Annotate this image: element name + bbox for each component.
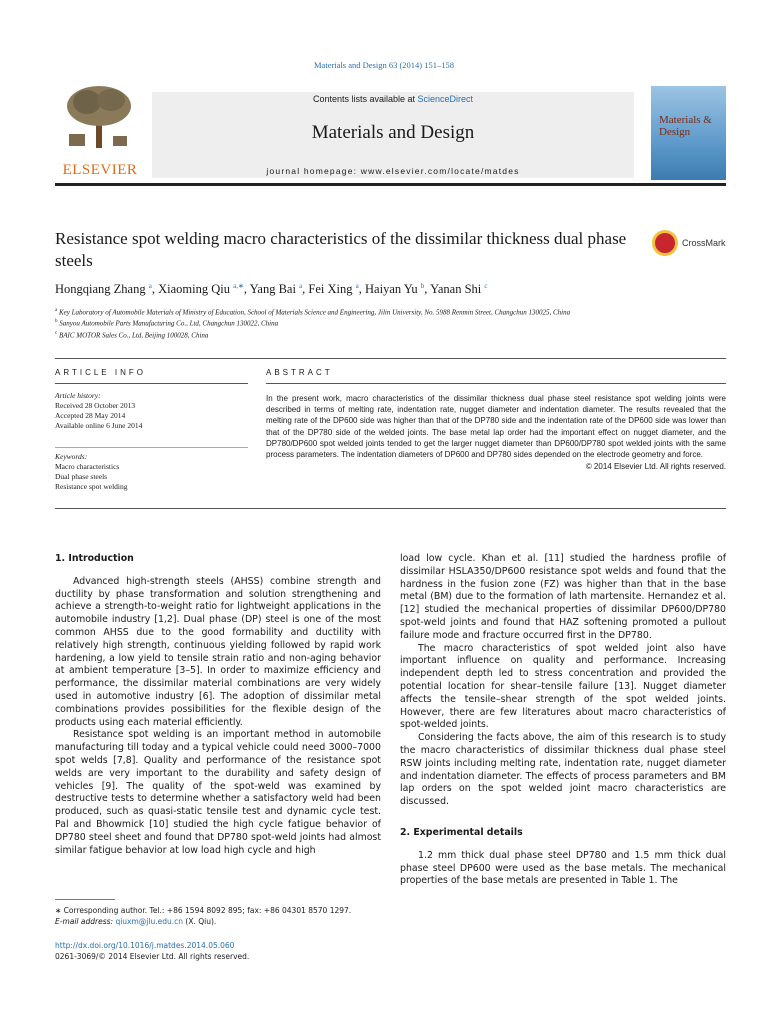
author[interactable]: Yanan Shi $^c$ (430, 282, 488, 297)
affiliation: $^a$ Key Laboratory of Automobile Materials of Ministry of Education, School of Materials Science and Engineering, Jilin University, No. 5988 Renmin Street, Changchun 130025, China (55, 308, 571, 317)
doi-block (55, 941, 249, 962)
info-rule-right (266, 383, 726, 384)
footnote (55, 906, 381, 927)
contents-lists-line (152, 94, 634, 104)
left-column (55, 553, 381, 857)
sciencedirect-link[interactable]: ScienceDirect (417, 94, 474, 104)
cover-title: Materials & Design (659, 114, 712, 138)
contents-prefix: Contents lists available at (312, 94, 418, 104)
journal-title: Materials and Design (311, 122, 475, 143)
email-suffix: (X. Qiu). (185, 916, 217, 926)
intro-paragraph: Advanced high-strength steels (AHSS) combine strength and ductility by phase transformation and solution strengthening and achieve a strength-to-weight ratio for lightweight applications in the automobile industry [1,2]. Dual phase (DP) steel is one of the most common AHSS due to the good formability and ductility with relatively high strength, continuous yielding followed by rapid work hardening, a low yield to tensile strain ratio and non-aging behavior at ambient temperature [3–5]. In order to maximize efficiency and performance, the dissimilar material combinations are very widely used in automotive industry [6]. The adoption of dissimilar metal combinations provides possibilities for the flexible design of the products using each material efficiently. (55, 575, 381, 728)
keywords (55, 452, 248, 492)
received-date: Received 28 October 2013 (55, 401, 136, 410)
email-label: E-mail address: (55, 916, 114, 926)
affiliation: $^c$ BAIC MOTOR Sales Co., Ltd, Beijing 100028, China (55, 330, 209, 339)
abstract-text: In the present work, macro characteristics of the dissimilar thickness dual phase steel resistance spot welding joints were described in terms of melting rate, indentation rate, nugget diameter and indentation diameter. The results revealed that the melting rate of the DP600 side was higher than that of the DP780 side and the indentation rate of the DP600 side was lower than that of the DP780 side of the welded joints. The base metal lap order had the important effect on nugget diameter, and the DP780/DP600 spot welded joints tended to get the larger nugget diameter than DP600/DP780 spot welded joints with the same process parameters. The indentation diameters of DP600 and DP780 sides depended on the electrode geometry and force. (266, 394, 726, 460)
info-rule-left (55, 383, 248, 384)
online-date: Available online 6 June 2014 (55, 421, 143, 430)
experimental-paragraph: 1.2 mm thick dual phase steel DP780 and 1.5 mm thick dual phase steel DP600 were used as the base metals. The mechanical properties of the base metals are presented in Table 1. The (400, 849, 726, 887)
article-title: Resistance spot welding macro characteristics of the dissimilar thickness dual phase steels (55, 229, 627, 270)
accepted-date: Accepted 28 May 2014 (55, 411, 126, 420)
journal-cover-image[interactable] (651, 86, 726, 180)
abstract-copyright: © 2014 Elsevier Ltd. All rights reserved. (585, 462, 726, 472)
affiliations (55, 306, 726, 340)
corresponding-author-note: ∗ Corresponding author. Tel.: +86 1594 8092 895; fax: +86 04301 8570 1297. (55, 906, 352, 915)
author[interactable]: Xiaoming Qiu $^{a,∗}$ (158, 282, 244, 297)
elsevier-wordmark: ELSEVIER (62, 162, 138, 178)
intro-paragraph: Considering the facts above, the aim of this research is to study the macro characteristics of dissimilar thickness dual phase steel RSW joints including melting rate, indentation rate, nugget diameter and indentation diameter. The effects of process parameters and BM lap orders on the spot welded joint macro characteristics are discussed. (400, 732, 726, 808)
intro-paragraph: Resistance spot welding is an important method in automobile manufacturing till today and a typical vehicle could need 3000–7000 spot welds [7,8]. Quality and performance of the resistance spot welds are very important to the durability and safety design of vehicles [9]. The quality of the spot-weld was examined by destructive tests to determine whether a satisfactory weld had been produced, such as quasi-static tensile test and dynamic cycle test. Pal and Bhowmick [10] studied the high cycle fatigue behavior of DP780 steel sheet and found that DP780 spot-weld joints had almost similar fatigue behavior at low load high cycle and high (55, 729, 381, 856)
journal-header (55, 82, 726, 180)
email-line (55, 917, 381, 928)
article-info-heading: ARTICLE INFO (55, 368, 146, 377)
author[interactable]: Yang Bai $^a$ (249, 282, 303, 297)
intro-paragraph: load low cycle. Khan et al. [11] studied the hardness profile of dissimilar HSLA350/DP600 resistance spot welds and found that the hardness in the fusion zone (FZ) was higher than that in the base metal (BM) due to the formation of lath martensite. Hernandez et al. [12] studied the mechanical properties of dissimilar DP600/DP780 spot-weld joints and found that HAZ softening promoted a pullout failure mode and fracture occurred first in the DP780. (400, 553, 726, 641)
crossmark-badge[interactable] (652, 230, 732, 258)
author[interactable]: Haiyan Yu $^b$ (365, 282, 425, 297)
author[interactable]: Fei Xing $^a$ (308, 282, 359, 297)
abstract-body (266, 393, 726, 472)
right-column (400, 553, 726, 888)
elsevier-logo[interactable] (55, 82, 145, 180)
keyword: Macro characteristics (55, 462, 120, 471)
journal-masthead (152, 92, 634, 178)
issn-line: 0261-3069/© 2014 Elsevier Ltd. All rights reserved. (55, 951, 250, 961)
experimental-heading: 2. Experimental details (400, 826, 523, 838)
author[interactable]: Hongqiang Zhang $^a$ (55, 282, 152, 297)
journal-citation[interactable]: Materials and Design 63 (2014) 151–158 (314, 60, 454, 70)
header-rule (55, 183, 726, 186)
article-history (55, 391, 248, 431)
email-link[interactable]: qiuxm@jlu.edu.cn (115, 916, 183, 926)
footnote-rule (55, 899, 115, 900)
elsevier-tree-icon (63, 84, 135, 150)
affiliation: $^b$ Sanyou Automobile Parts Manufacturing Co., Ltd, Changchun 130022, China (55, 319, 279, 328)
keyword: Resistance spot welding (55, 482, 128, 491)
journal-homepage[interactable]: journal homepage: www.elsevier.com/locate/matdes (266, 166, 520, 176)
abstract-heading: ABSTRACT (266, 368, 333, 377)
abstract-bottom-rule (55, 508, 726, 509)
author-list: Hongqiang Zhang $^a$, Xiaoming Qiu $^{a,∗}$, Yang Bai $^a$, Fei Xing $^a$, Haiyan Yu $^b$, Yanan Shi $^c$ (55, 282, 488, 297)
doi-link[interactable]: http://dx.doi.org/10.1016/j.matdes.2014.05.060 (55, 941, 235, 950)
info-top-rule (55, 358, 726, 359)
crossmark-icon (652, 230, 678, 256)
keyword: Dual phase steels (55, 472, 108, 481)
history-label: Article history: (55, 391, 101, 400)
introduction-heading: 1. Introduction (55, 553, 134, 564)
history-rule (55, 447, 248, 448)
crossmark-label: CrossMark (682, 238, 726, 248)
keywords-label: Keywords: (55, 452, 88, 461)
intro-paragraph: The macro characteristics of spot welded joint also have important influence on quality and performance. Increasing independent depth led to stress concentration and provided the potential location for shear–tensile failure [13]. Nugget diameter affects the tensile–shear strength of the spot welded joints. However, there are few literatures about macro characteristics of spot-welded joints. (400, 642, 726, 731)
